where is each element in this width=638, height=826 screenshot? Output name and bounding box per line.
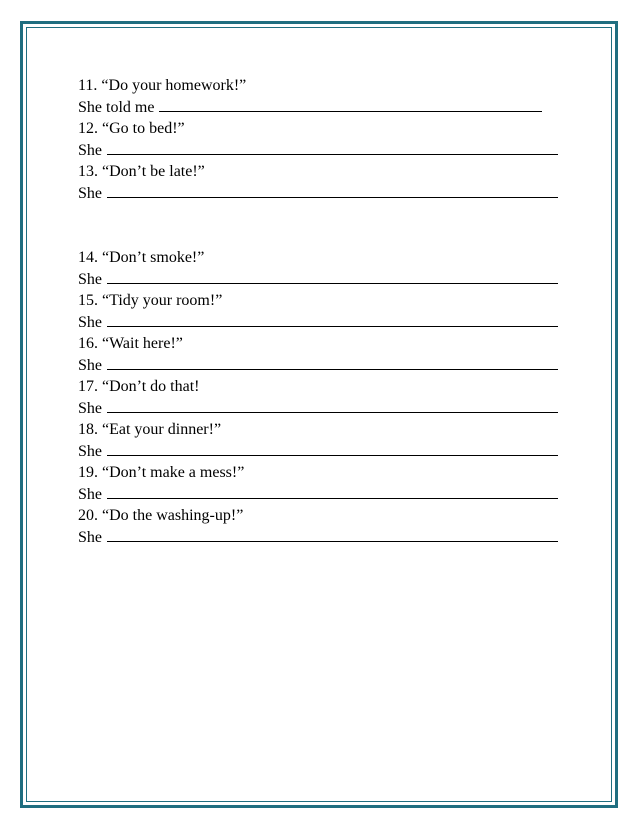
worksheet-content xyxy=(78,75,578,548)
answer-lead: She xyxy=(78,184,102,202)
exercise-prompt: 14. “Don’t smoke!” xyxy=(78,249,205,266)
exercise-prompt: 18. “Eat your dinner!” xyxy=(78,421,222,438)
exercise-prompt: 17. “Don’t do that! xyxy=(78,378,200,395)
answer-blank[interactable] xyxy=(107,442,558,456)
answer-blank[interactable] xyxy=(107,141,558,155)
exercise-item-12 xyxy=(78,118,578,161)
answer-lead: She told me xyxy=(78,98,155,116)
exercise-prompt: 12. “Go to bed!” xyxy=(78,120,185,137)
exercise-item-19 xyxy=(78,462,578,505)
exercise-item-13 xyxy=(78,161,578,204)
exercise-prompt: 15. “Tidy your room!” xyxy=(78,292,223,309)
answer-lead: She xyxy=(78,141,102,159)
exercise-item-14 xyxy=(78,247,578,290)
exercise-item-18 xyxy=(78,419,578,462)
answer-lead: She xyxy=(78,270,102,288)
exercise-item-15 xyxy=(78,290,578,333)
answer-lead: She xyxy=(78,399,102,417)
exercise-prompt: 13. “Don’t be late!” xyxy=(78,163,205,180)
exercise-prompt: 20. “Do the washing-up!” xyxy=(78,507,244,524)
exercise-item-16 xyxy=(78,333,578,376)
answer-blank[interactable] xyxy=(107,485,558,499)
answer-blank[interactable] xyxy=(107,313,558,327)
section-gap xyxy=(78,204,578,247)
exercise-prompt: 11. “Do your homework!” xyxy=(78,77,247,94)
answer-lead: She xyxy=(78,442,102,460)
exercise-item-11 xyxy=(78,75,578,118)
answer-blank[interactable] xyxy=(107,184,558,198)
answer-blank[interactable] xyxy=(107,528,558,542)
answer-blank[interactable] xyxy=(107,356,558,370)
exercise-prompt: 19. “Don’t make a mess!” xyxy=(78,464,245,481)
answer-lead: She xyxy=(78,485,102,503)
answer-lead: She xyxy=(78,356,102,374)
answer-lead: She xyxy=(78,528,102,546)
answer-blank[interactable] xyxy=(107,270,558,284)
answer-lead: She xyxy=(78,313,102,331)
exercise-prompt: 16. “Wait here!” xyxy=(78,335,183,352)
answer-blank[interactable] xyxy=(159,98,542,112)
exercise-item-17 xyxy=(78,376,578,419)
exercise-item-20 xyxy=(78,505,578,548)
answer-blank[interactable] xyxy=(107,399,558,413)
